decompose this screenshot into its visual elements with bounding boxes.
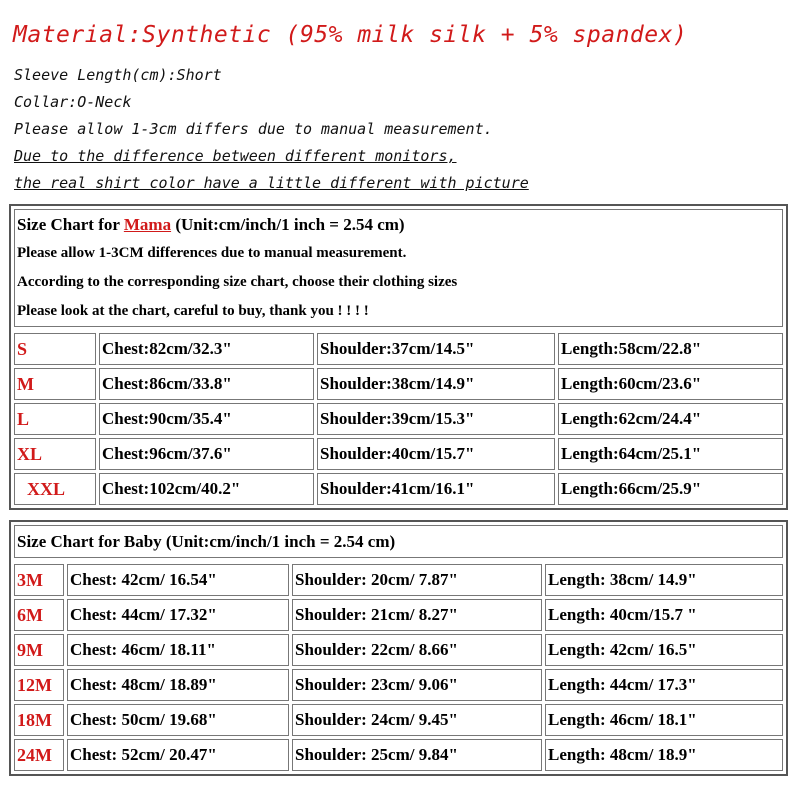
- baby-size-cell: 9M: [14, 634, 64, 666]
- mama-length-cell: Length:60cm/23.6": [558, 368, 783, 400]
- mama-chest-cell: Chest:86cm/33.8": [99, 368, 314, 400]
- baby-size-row: [14, 564, 783, 596]
- baby-length-cell: Length: 38cm/ 14.9": [545, 564, 783, 596]
- baby-length-cell: Length: 42cm/ 16.5": [545, 634, 783, 666]
- baby-chest-cell: Chest: 44cm/ 17.32": [67, 599, 289, 631]
- mama-size-cell: L: [14, 403, 96, 435]
- baby-length-cell: Length: 46cm/ 18.1": [545, 704, 783, 736]
- mama-title-word: Mama: [123, 215, 172, 234]
- baby-chest-cell: Chest: 46cm/ 18.11": [67, 634, 289, 666]
- baby-chest-cell: Chest: 48cm/ 18.89": [67, 669, 289, 701]
- baby-shoulder-cell: Shoulder: 21cm/ 8.27": [292, 599, 542, 631]
- mama-shoulder-cell: Shoulder:40cm/15.7": [317, 438, 555, 470]
- mama-shoulder-cell: Shoulder:41cm/16.1": [317, 473, 555, 505]
- baby-size-row: [14, 704, 783, 736]
- mama-size-cell: XL: [14, 438, 96, 470]
- baby-size-cell: 6M: [14, 599, 64, 631]
- mama-chart-header: [14, 209, 783, 327]
- baby-size-row: [14, 669, 783, 701]
- mama-length-cell: Length:58cm/22.8": [558, 333, 783, 365]
- mama-note-2: According to the corresponding size chart, choose their clothing sizes: [17, 274, 458, 290]
- sleeve-length-note: Sleeve Length(cm):Short: [14, 66, 222, 84]
- mama-chest-cell: Chest:82cm/32.3": [99, 333, 314, 365]
- mama-size-cell: M: [14, 368, 96, 400]
- mama-shoulder-cell: Shoulder:37cm/14.5": [317, 333, 555, 365]
- baby-size-cell: 24M: [14, 739, 64, 771]
- baby-size-cell: 18M: [14, 704, 64, 736]
- mama-chart-title: [17, 210, 780, 239]
- mama-size-cell: S: [14, 333, 96, 365]
- baby-size-cell: 3M: [14, 564, 64, 596]
- mama-chest-cell: Chest:96cm/37.6": [99, 438, 314, 470]
- baby-shoulder-cell: Shoulder: 20cm/ 7.87": [292, 564, 542, 596]
- mama-shoulder-cell: Shoulder:38cm/14.9": [317, 368, 555, 400]
- mama-size-cell: XXL: [14, 473, 96, 505]
- baby-chest-cell: Chest: 50cm/ 19.68": [67, 704, 289, 736]
- collar-note: Collar:O-Neck: [14, 93, 132, 111]
- mama-title-prefix: Size Chart for: [17, 215, 124, 234]
- mama-size-row: [14, 333, 783, 365]
- baby-chest-cell: Chest: 42cm/ 16.54": [67, 564, 289, 596]
- mama-note-3: Please look at the chart, careful to buy, thank you ! ! ! !: [17, 303, 369, 319]
- mama-size-row: [14, 438, 783, 470]
- mama-chest-cell: Chest:102cm/40.2": [99, 473, 314, 505]
- baby-size-row: [14, 599, 783, 631]
- baby-chest-cell: Chest: 52cm/ 20.47": [67, 739, 289, 771]
- mama-shoulder-cell: Shoulder:39cm/15.3": [317, 403, 555, 435]
- baby-length-cell: Length: 44cm/ 17.3": [545, 669, 783, 701]
- baby-size-table: [11, 561, 786, 774]
- mama-length-cell: Length:64cm/25.1": [558, 438, 783, 470]
- baby-shoulder-cell: Shoulder: 22cm/ 8.66": [292, 634, 542, 666]
- mama-size-chart: [9, 204, 788, 510]
- baby-shoulder-cell: Shoulder: 24cm/ 9.45": [292, 704, 542, 736]
- monitor-note-line-2: the real shirt color have a little different with picture: [14, 174, 529, 192]
- mama-size-row: [14, 368, 783, 400]
- material-heading: Material:Synthetic (95% milk silk + 5% spandex): [13, 22, 688, 48]
- monitor-note-line-1: Due to the difference between different monitors,: [14, 147, 457, 165]
- mama-size-table: [11, 330, 786, 508]
- baby-size-cell: 12M: [14, 669, 64, 701]
- baby-length-cell: Length: 48cm/ 18.9": [545, 739, 783, 771]
- baby-length-cell: Length: 40cm/15.7 ": [545, 599, 783, 631]
- baby-shoulder-cell: Shoulder: 25cm/ 9.84": [292, 739, 542, 771]
- baby-size-chart: [9, 520, 788, 776]
- measurement-note: Please allow 1-3cm differs due to manual measurement.: [14, 120, 493, 138]
- mama-title-suffix: (Unit:cm/inch/1 inch = 2.54 cm): [171, 215, 405, 234]
- mama-note-1: Please allow 1-3CM differences due to manual measurement.: [17, 245, 407, 261]
- mama-length-cell: Length:62cm/24.4": [558, 403, 783, 435]
- baby-size-row: [14, 739, 783, 771]
- baby-chart-title: Size Chart for Baby (Unit:cm/inch/1 inch = 2.54 cm): [14, 525, 783, 558]
- mama-length-cell: Length:66cm/25.9": [558, 473, 783, 505]
- mama-size-row: [14, 473, 783, 505]
- mama-size-row: [14, 403, 783, 435]
- mama-chest-cell: Chest:90cm/35.4": [99, 403, 314, 435]
- baby-shoulder-cell: Shoulder: 23cm/ 9.06": [292, 669, 542, 701]
- baby-size-row: [14, 634, 783, 666]
